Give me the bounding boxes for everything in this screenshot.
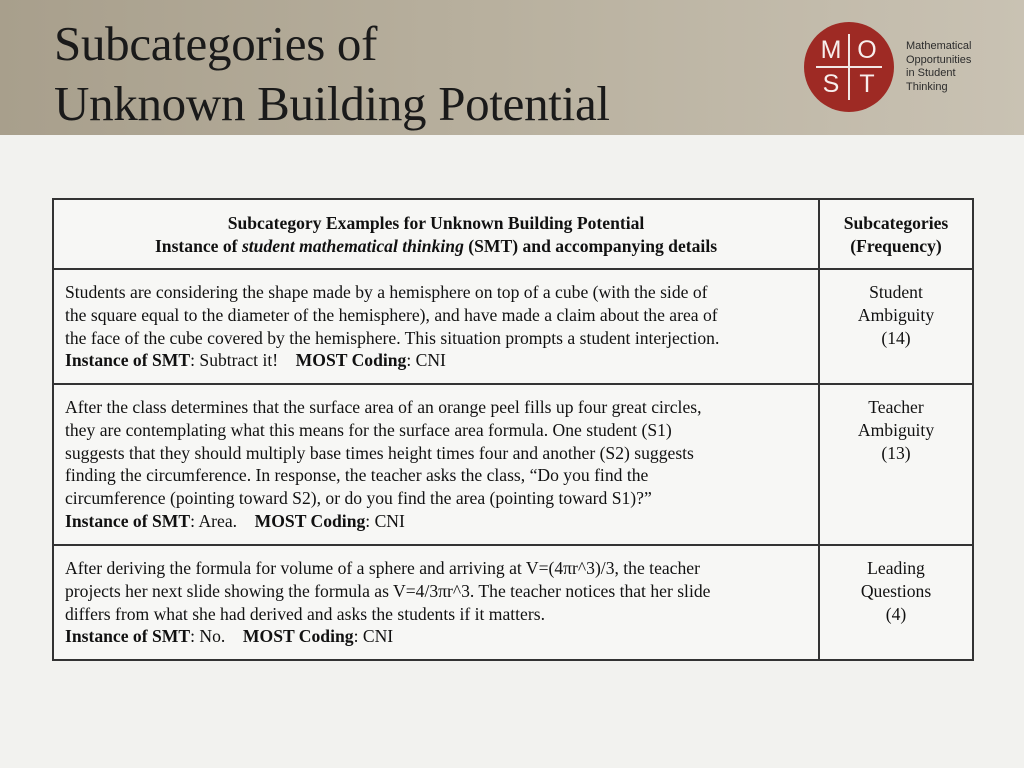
header-examples-subtitle: [64, 235, 808, 258]
coding-label: MOST Coding: [242, 626, 354, 647]
example-coding-line: [65, 625, 808, 648]
most-logo-circle: [804, 22, 894, 112]
smt-label: Instance of SMT: [65, 626, 191, 647]
coding-label: MOST Coding: [295, 350, 407, 371]
table-row: [54, 268, 972, 383]
example-cell: [54, 546, 820, 659]
logo-letter-t: T: [859, 70, 875, 98]
logo-letter-s: S: [822, 70, 840, 98]
table-row: [54, 383, 972, 544]
subcategory-cell: [820, 385, 972, 544]
slide-title: [54, 14, 774, 134]
example-text-line: they are contemplating what this means for the surface area formula. One student (S1): [65, 419, 672, 440]
logo-text-line: Opportunities: [906, 53, 972, 66]
logo-letter-o: O: [857, 36, 877, 64]
coding-value: : CNI: [353, 626, 394, 647]
header-subtitle-italic: student mathematical thinking: [241, 235, 464, 256]
slide-title-line-2: Unknown Building Potential: [54, 76, 610, 131]
logo-divider-horizontal: [816, 66, 882, 68]
slide-title-line-1: Subcategories of: [54, 16, 378, 71]
subcategory-cell: [820, 546, 972, 659]
header-examples-cell: [54, 200, 820, 268]
smt-value: : Area.: [190, 510, 238, 531]
smt-label: Instance of SMT: [65, 510, 191, 531]
header-subcategories-cell: [820, 200, 972, 268]
subcategory-name-line: Leading: [867, 558, 925, 578]
table-header-row: [54, 200, 972, 268]
header-frequency-label: (Frequency): [850, 235, 942, 256]
subcategory-cell: [820, 270, 972, 383]
logo-text-line: Mathematical: [906, 40, 972, 52]
most-logo: [804, 22, 1014, 114]
table-row: [54, 544, 972, 659]
header-examples-title: Subcategory Examples for Unknown Building Potential: [227, 213, 645, 233]
example-text-line: finding the circumference. In response, the teacher asks the class, “Do you find the: [65, 465, 649, 486]
example-text-line: After deriving the formula for volume of a sphere and arriving at V=(4πr^3)/3, the teacher: [65, 558, 700, 578]
example-cell: [54, 270, 820, 383]
smt-label: Instance of SMT: [65, 350, 191, 371]
smt-value: : Subtract it!: [190, 350, 279, 371]
logo-text-line: Thinking: [906, 80, 948, 93]
smt-value: : No.: [190, 626, 226, 647]
header-subtitle-suffix: (SMT) and accompanying details: [463, 235, 718, 256]
example-text-line: suggests that they should multiply base times height times four and another (S2) suggests: [65, 442, 694, 463]
example-coding-line: [65, 349, 808, 372]
coding-value: : CNI: [365, 510, 405, 531]
slide-header: [0, 0, 1024, 135]
coding-value: : CNI: [406, 350, 446, 371]
subcategory-name-line: Ambiguity: [857, 304, 935, 325]
subcategory-name-line: Student: [869, 282, 923, 302]
subcategory-frequency: (4): [885, 603, 907, 624]
logo-letter-m: M: [820, 36, 842, 64]
logo-text-line: in Student: [906, 67, 956, 79]
subcategory-name-line: Questions: [860, 580, 932, 601]
subcategory-frequency: (14): [881, 327, 911, 348]
example-text-line: projects her next slide showing the formula as V=4/3πr^3. The teacher notices that her slide: [65, 580, 711, 601]
subcategory-table: [52, 198, 974, 661]
example-coding-line: [65, 510, 808, 533]
example-text-line: differs from what she had derived and asks the students if it matters.: [65, 603, 545, 624]
example-text-line: After the class determines that the surface area of an orange peel fills up four great circles,: [65, 397, 702, 417]
example-text-line: Students are considering the shape made by a hemisphere on top of a cube (with the side of: [65, 282, 708, 302]
subcategory-frequency: (13): [881, 442, 911, 463]
coding-label: MOST Coding: [254, 510, 366, 531]
example-text-line: circumference (pointing toward S2), or do you find the area (pointing toward S1)?”: [65, 488, 652, 509]
header-subtitle-prefix: Instance of: [154, 235, 242, 256]
subcategory-name-line: Teacher: [868, 397, 924, 417]
example-text-line: the square equal to the diameter of the hemisphere), and have made a claim about the area of: [65, 304, 718, 325]
logo-wordmark: [906, 40, 1016, 94]
subcategory-name-line: Ambiguity: [857, 419, 935, 440]
example-text-line: the face of the cube covered by the hemisphere. This situation prompts a student interjection.: [65, 327, 720, 348]
header-subcategories-label: Subcategories: [843, 213, 949, 233]
example-cell: [54, 385, 820, 544]
